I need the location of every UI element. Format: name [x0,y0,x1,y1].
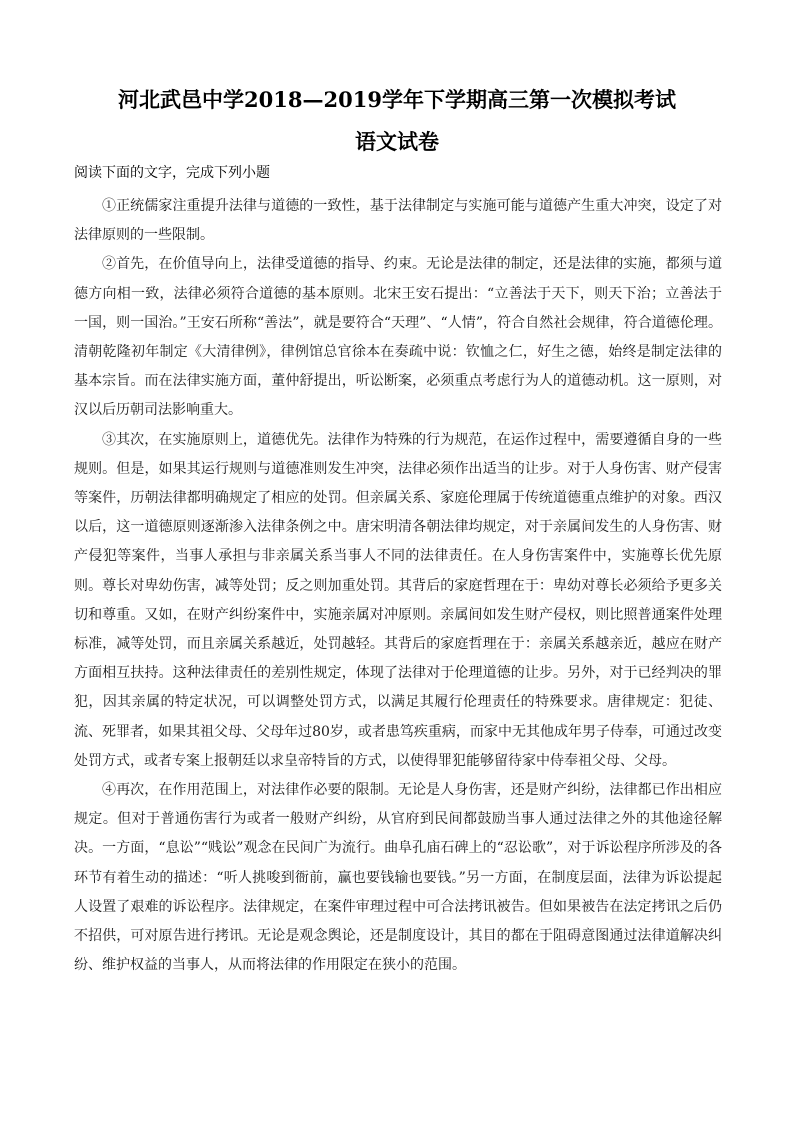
exam-title: 河北武邑中学2018—2019学年下学期高三第一次模拟考试 [118,87,676,112]
passage-paragraph-2: ②首先，在价值导向上，法律受道德的指导、约束。无论是法律的制定，还是法律的实施，都须与道德方向相一致，法律必须符合道德的基本原则。北宋王安石提出：“立善法于天下，则天下治；立善法于一国，则一国治。”王安石所称“善法”，就是要符合“天理”、“人情”，符合自然社会规律，符合道德伦理。清朝乾隆初年制定《大清律例》，律例馆总官徐本在奏疏中说：钦恤之仁，好生之德，始终是制定法律的基本宗旨。而在法律实施方面，董仲舒提出，听讼断案，必须重点考虑行为人的道德动机。这一原则，对汉以后历朝司法影响重大。 [74,256,722,419]
passage-paragraph-1: ①正统儒家注重提升法律与道德的一致性，基于法律制定与实施可能与道德产生重大冲突，设定了对法律原则的一些限制。 [74,198,722,244]
exam-subtitle: 语文试卷 [355,129,439,154]
passage-paragraph-4: ④再次，在作用范围上，对法律作必要的限制。无论是人身伤害，还是财产纠纷，法律都已作出相应规定。但对于普通伤害行为或者一般财产纠纷，从官府到民间都鼓励当事人通过法律之外的其他途径解决。一方面，“息讼”“贱讼”观念在民间广为流行。曲阜孔庙石碑上的“忍讼歌”，对于诉讼程序所涉及的各环节有着生动的描述：“听人挑唆到衙前，赢也要钱输也要钱。”另一方面，在制度层面，法律为诉讼提起人设置了艰难的诉讼程序。法律规定，在案件审理过程中可合法拷讯被告。但如果被告在法定拷讯之后仍不招供，可对原告进行拷讯。无论是观念舆论，还是制度设计，其目的都在于阻碍意图通过法律道解决纠纷、维护权益的当事人，从而将法律的作用限定在狭小的范围。 [74,782,722,974]
passage-body [74,192,722,980]
reading-instruction: 阅读下面的文字，完成下列小题 [74,165,270,181]
passage-paragraph-3: ③其次，在实施原则上，道德优先。法律作为特殊的行为规范，在运作过程中，需要遵循自身的一些规则。但是，如果其运行规则与道德准则发生冲突，法律必须作出适当的让步。对于人身伤害、财产侵害等案件，历朝法律都明确规定了相应的处罚。但亲属关系、家庭伦理属于传统道德重点维护的对象。西汉以后，这一道德原则逐渐渗入法律条例之中。唐宋明清各朝法律均规定，对于亲属间发生的人身伤害、财产侵犯等案件，当事人承担与非亲属关系当事人不同的法律责任。在人身伤害案件中，实施尊长优先原则。尊长对卑幼伤害，减等处罚；反之则加重处罚。其背后的家庭哲理在于：卑幼对尊长必须给予更多关切和尊重。又如，在财产纠纷案件中，实施亲属对冲原则。亲属间如发生财产侵权，则比照普通案件处理标准，减等处罚，而且亲属关系越近，处罚越轻。其背后的家庭哲理在于：亲属关系越亲近，越应在财产方面相互扶持。这种法律责任的差别性规定，体现了法律对于伦理道德的让步。另外，对于已经判决的罪犯，因其亲属的特定状况，可以调整处罚方式，以满足其履行伦理责任的特殊要求。唐律规定：犯徒、流、死罪者，如果其祖父母、父母年过80岁，或者患笃疾重病，而家中无其他成年男子侍奉，可通过改变处罚方式，或者专案上报朝廷以求皇帝特旨的方式，以使得罪犯能够留待家中侍奉祖父母、父母。 [74,431,722,769]
